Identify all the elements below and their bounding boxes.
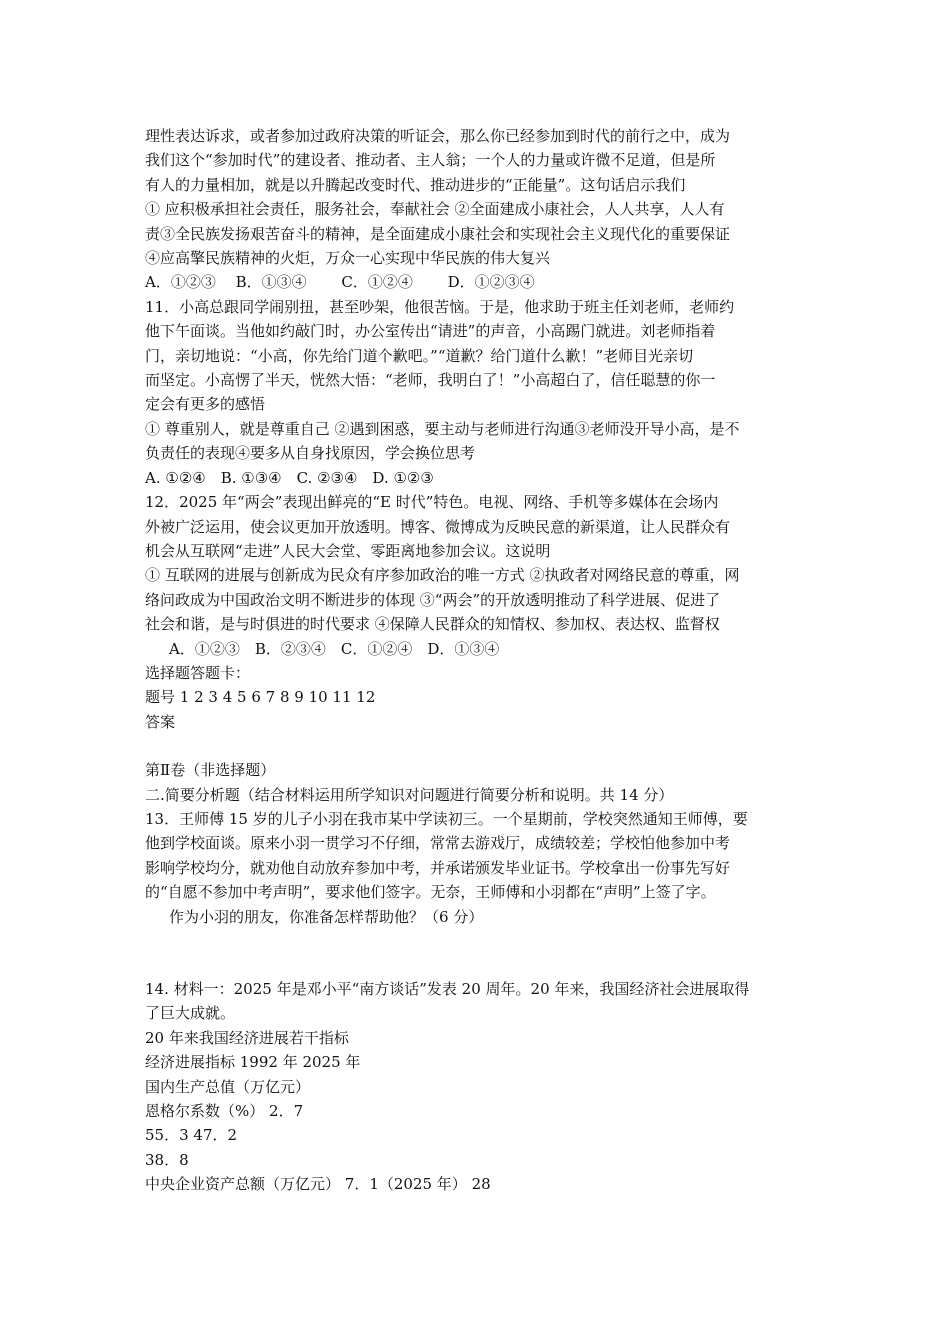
question-text-line: 外被广泛运用，使会议更加开放透明。博客、微博成为反映民意的新渠道，让人民群众有	[145, 517, 731, 536]
question-text-line: ④应高擎民族精神的火炬，万众一心实现中华民族的伟大复兴	[145, 249, 551, 268]
question-text-line: 11．小高总跟同学闹别扭，甚至吵架，他很苦恼。于是，他求助于班主任刘老师，老师约	[145, 297, 735, 316]
question-prompt: 作为小羽的朋友，你准备怎样帮助他？（6 分）	[169, 907, 484, 926]
spacer	[145, 734, 810, 758]
question-text-line: 了巨大成就。	[145, 1004, 236, 1023]
answer-options: A. ①②④ B. ①③④ C. ②③④ D. ①②③	[145, 468, 434, 487]
answer-options: A．①②③ B．②③④ C．①②④ D．①③④	[169, 639, 500, 658]
answer-card-answer-row: 答案	[145, 712, 176, 731]
question-text-line: 络问政成为中国政治文明不断进步的体现 ③“两会”的开放透明推动了科学进展、促进了	[145, 590, 721, 609]
table-row: 中央企业资产总额（万亿元） 7．1（2025 年） 28	[145, 1175, 491, 1194]
question-14	[145, 977, 810, 1197]
question-text-line: 负责任的表现④要多从自身找原因，学会换位思考	[145, 444, 476, 463]
question-text-line: ① 应积极承担社会责任，服务社会，奉献社会 ②全面建成小康社会，人人共享，人人有	[145, 200, 725, 219]
question-text-line: ① 尊重别人，就是尊重自己 ②遇到困惑，要主动与老师进行沟通③老师没开导小高，是不	[145, 419, 740, 438]
question-text-line: 13．王师傅 15 岁的儿子小羽在我市某中学读初三。一个星期前，学校突然通知王师傅，要	[145, 809, 748, 828]
question-text-line: 机会从互联网“走进”人民大会堂、零距离地参加会议。这说明	[145, 541, 551, 560]
table-row: 55．3 47．2	[145, 1126, 238, 1145]
question-text-line: 而坚定。小高愣了半天，恍然大悟：“老师，我明白了！”小高超白了，信任聪慧的你一	[145, 371, 716, 390]
answer-options: A．①②③ B．①③④ C．①②④ D．①②③④	[145, 273, 535, 292]
table-header-row: 经济进展指标 1992 年 2025 年	[145, 1053, 361, 1072]
question-10-continued	[145, 124, 810, 295]
table-row: 国内生产总值（万亿元）	[145, 1077, 311, 1096]
part-two-header	[145, 758, 810, 807]
section-title: 二.简要分析题（结合材料运用所学知识对问题进行简要分析和说明。共 14 分）	[145, 785, 674, 804]
answer-card-title: 选择题答题卡：	[145, 663, 251, 682]
question-12	[145, 490, 810, 661]
table-row: 恩格尔系数（%） 2．7	[145, 1102, 304, 1121]
answer-space	[145, 929, 810, 977]
question-text-line: 理性表达诉求，或者参加过政府决策的听证会，那么你已经参加到时代的前行之中，成为	[145, 127, 731, 145]
question-text-line: 的“自愿不参加中考声明”，要求他们签字。无奈，王师傅和小羽都在“声明”上签了字。	[145, 883, 716, 902]
question-11	[145, 295, 810, 490]
question-text-line: 我们这个“参加时代”的建设者、推动者、主人翁；一个人的力量或许微不足道，但是所	[145, 151, 716, 170]
question-text-line: 12．2025 年“两会”表现出鲜亮的“E 时代”特色。电视、网络、手机等多媒体在会场内	[145, 493, 719, 512]
question-text-line: 他到学校面谈。原来小羽一贯学习不仔细，常常去游戏厅，成绩较差；学校怕他参加中考	[145, 834, 731, 853]
question-text-line: 责③全民族发扬艰苦奋斗的精神，是全面建成小康社会和实现社会主义现代化的重要保证	[145, 224, 731, 243]
question-text-line: 社会和谐，是与时俱进的时代要求 ④保障人民群众的知情权、参加权、表达权、监督权	[145, 615, 720, 634]
question-text-line: 定会有更多的感悟	[145, 395, 266, 414]
answer-card-number-row: 题号 1 2 3 4 5 6 7 8 9 10 11 12	[145, 688, 376, 707]
answer-card	[145, 661, 810, 734]
question-text-line: 他下午面谈。当他如约敲门时，办公室传出“请进”的声音，小高踢门就进。刘老师指着	[145, 322, 716, 341]
part-title: 第Ⅱ卷（非选择题）	[145, 761, 276, 780]
question-text-line: 门，亲切地说：“小高，你先给门道个歉吧。”“道歉？给门道什么歉！”老师目光亲切	[145, 346, 694, 365]
table-caption: 20 年来我国经济进展若干指标	[145, 1028, 349, 1047]
table-row: 38．8	[145, 1150, 189, 1169]
question-text-line: 影响学校均分，就劝他自动放弃参加中考，并承诺颁发毕业证书。学校拿出一份事先写好	[145, 858, 731, 877]
question-13	[145, 807, 810, 929]
document-page	[145, 124, 810, 1197]
question-text-line: ① 互联网的进展与创新成为民众有序参加政治的唯一方式 ②执政者对网络民意的尊重，网	[145, 566, 740, 585]
question-text-line: 14. 材料一：2025 年是邓小平“南方谈话”发表 20 周年。20 年来，我国经济社会进展取得	[145, 980, 750, 998]
question-text-line: 有人的力量相加，就是以升腾起改变时代、推动进步的“正能量”。这句话启示我们	[145, 175, 686, 194]
